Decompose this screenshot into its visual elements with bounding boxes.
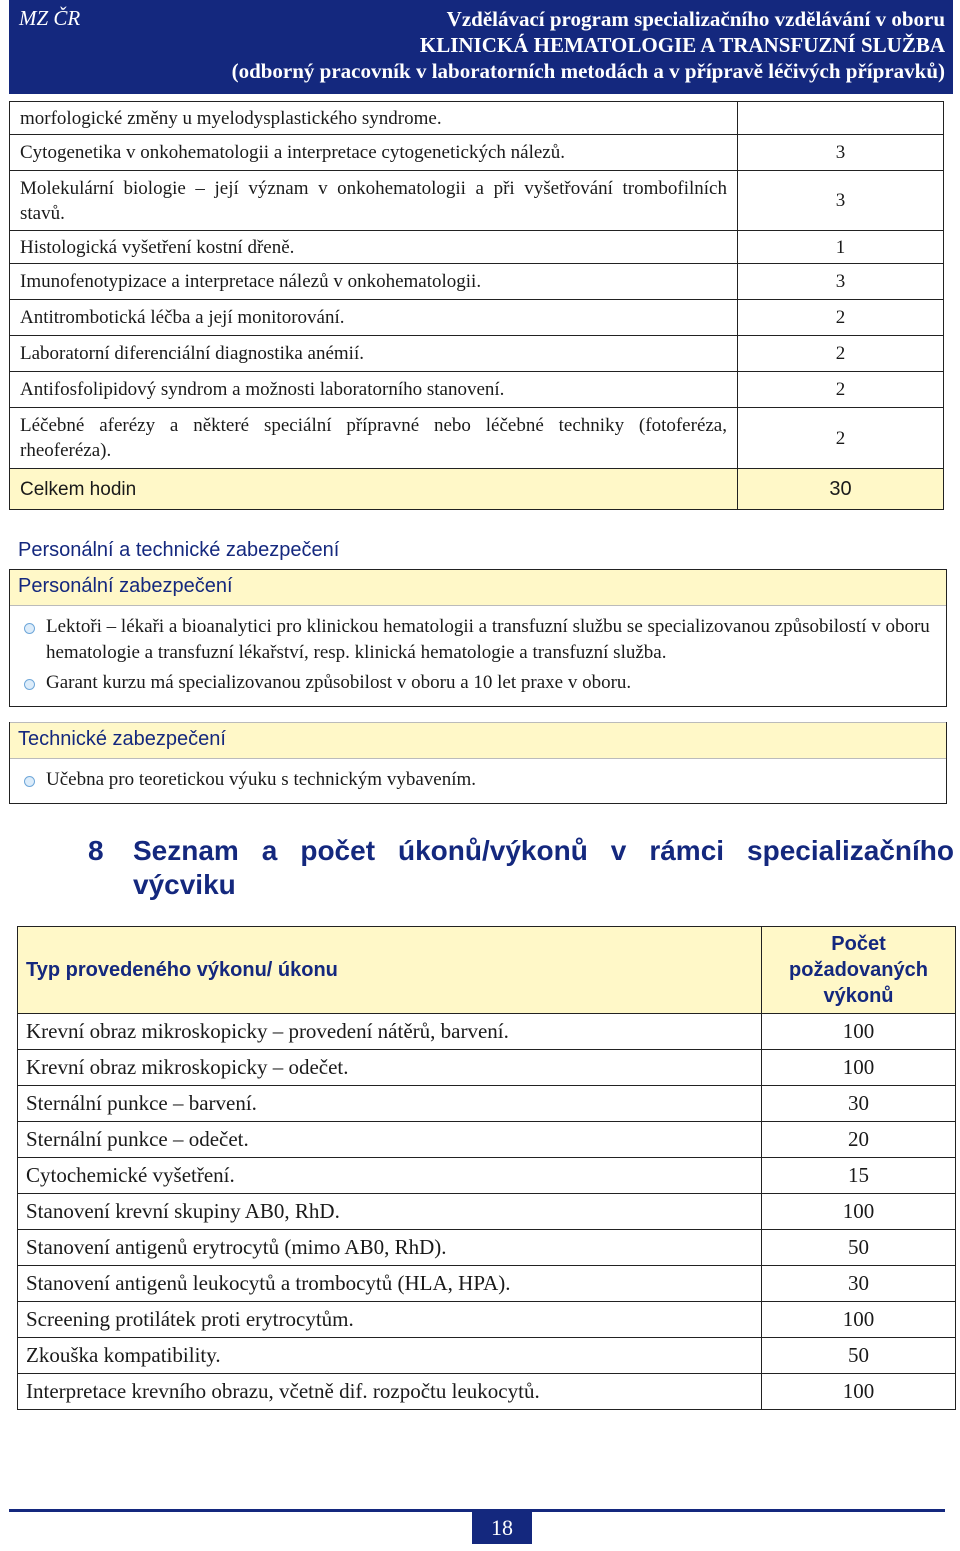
topic-text: Léčebné aferézy a některé speciální přípravné nebo léčebné techniky (fotoferéza, rheoferéza). [10,408,738,469]
procedure-name: Stanovení antigenů erytrocytů (mimo AB0, RhD). [18,1230,762,1266]
list-item [46,670,936,696]
procedure-name: Krevní obraz mikroskopicky – provedení nátěrů, barvení. [18,1014,762,1050]
technical-title: Technické zabezpečení [10,722,946,759]
procedure-name: Interpretace krevního obrazu, včetně dif. rozpočtu leukocytů. [18,1374,762,1410]
procedure-count: 20 [762,1122,956,1158]
topic-hours: 2 [738,372,944,408]
header-line-1: Vzdělávací program specializačního vzdělávání v oboru [446,7,945,31]
topic-hours: 3 [738,171,944,231]
topic-text: Antitrombotická léčba a její monitorování. [10,300,738,336]
procedure-name: Sternální punkce – barvení. [18,1086,762,1122]
topic-hours [738,102,944,135]
procedure-count: 50 [762,1338,956,1374]
topic-text: Cytogenetika v onkohematologii a interpretace cytogenetických nálezů. [10,135,738,171]
page-header [9,0,953,94]
procedure-count: 100 [762,1014,956,1050]
topic-text: Histologická vyšetření kostní dřeně. [10,231,738,264]
section-title: Personální a technické zabezpečení [18,539,340,561]
topic-text: Imunofenotypizace a interpretace nálezů v onkohematologii. [10,264,738,300]
topic-hours: 2 [738,300,944,336]
procedure-count: 100 [762,1050,956,1086]
topic-text: morfologické změny u myelodysplastického syndrome. [10,102,738,135]
total-label: Celkem hodin [10,469,738,510]
topic-hours: 2 [738,408,944,469]
header-line-3: (odborný pracovník v laboratorních metodách a v přípravě léčivých přípravků) [231,59,945,83]
chapter-number: 8 [88,835,104,866]
technical-list [10,759,946,803]
personal-title: Personální zabezpečení [10,570,946,606]
topic-hours: 2 [738,336,944,372]
procedures-col-count: Počet požadovaných výkonů [762,927,956,1014]
bullet-icon [24,679,35,690]
procedure-name: Stanovení krevní skupiny AB0, RhD. [18,1194,762,1230]
page-footer [9,1509,960,1547]
procedure-count: 100 [762,1374,956,1410]
topic-hours: 1 [738,231,944,264]
personal-item-text: Lektoři – lékaři a bioanalytici pro klinickou hematologii a transfuzní službu se specializovanou způsobilostí v oboru hematologie a transfuzní lékařství, resp. klinická hematologie a transfuzní služba. [46,616,930,663]
bullet-icon [24,776,35,787]
procedures-table [17,926,956,1410]
topic-text: Laboratorní diferenciální diagnostika anémií. [10,336,738,372]
procedure-name: Sternální punkce – odečet. [18,1122,762,1158]
bullet-icon [24,623,35,634]
topic-text: Antifosfolipidový syndrom a možnosti laboratorního stanovení. [10,372,738,408]
procedure-name: Cytochemické vyšetření. [18,1158,762,1194]
procedure-name: Zkouška kompatibility. [18,1338,762,1374]
procedure-name: Krevní obraz mikroskopicky – odečet. [18,1050,762,1086]
page-number: 18 [472,1512,532,1544]
personal-list [10,606,946,706]
list-item [46,767,936,793]
technical-box [9,722,947,804]
header-line-2: KLINICKÁ HEMATOLOGIE A TRANSFUZNÍ SLUŽBA [419,33,945,57]
technical-item-text: Učebna pro teoretickou výuku s technickým vybavením. [46,769,477,790]
procedure-count: 30 [762,1266,956,1302]
topics-table [9,101,944,510]
topic-hours: 3 [738,135,944,171]
header-ministry: MZ ČR [19,6,81,30]
topic-hours: 3 [738,264,944,300]
list-item [46,614,936,666]
personal-item-text: Garant kurzu má specializovanou způsobilost v oboru a 10 let praxe v oboru. [46,672,632,693]
header-program-title [232,6,945,84]
chapter-heading [88,834,954,902]
chapter-title: Seznam a počet úkonů/výkonů v rámci specializačního výcviku [133,835,954,900]
procedures-col-type: Typ provedeného výkonu/ úkonu [18,927,762,1014]
procedure-name: Screening protilátek proti erytrocytům. [18,1302,762,1338]
procedure-count: 100 [762,1302,956,1338]
total-value: 30 [738,469,944,510]
topic-text: Molekulární biologie – její význam v onkohematologii a při vyšetřování trombofilních stavů. [10,171,738,231]
procedure-name: Stanovení antigenů leukocytů a trombocytů (HLA, HPA). [18,1266,762,1302]
personal-box [9,569,947,707]
procedure-count: 30 [762,1086,956,1122]
procedure-count: 50 [762,1230,956,1266]
procedure-count: 100 [762,1194,956,1230]
procedure-count: 15 [762,1158,956,1194]
